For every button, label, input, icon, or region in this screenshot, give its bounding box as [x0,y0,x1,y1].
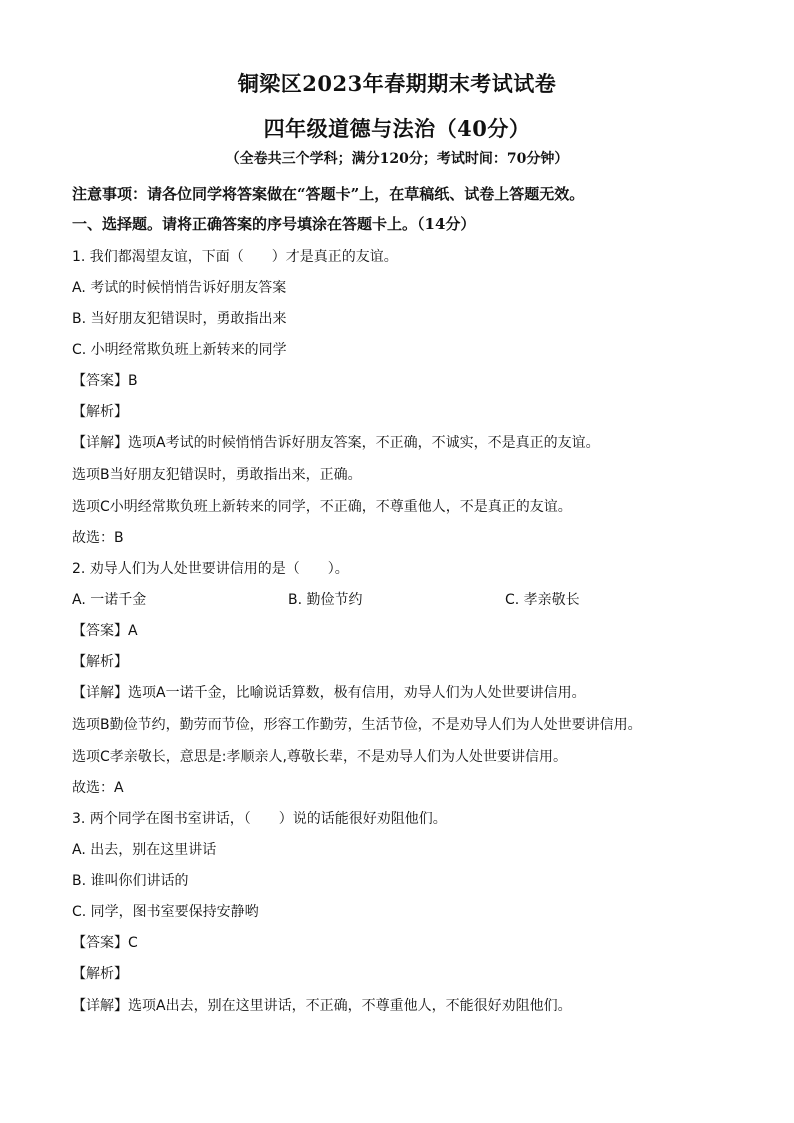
question-3-detail-a: 【详解】选项A出去，别在这里讲话，不正确，不尊重他人，不能很好劝阻他们。 [72,998,572,1014]
question-1-stem: 1. 我们都渴望友谊，下面（ ）才是真正的友谊。 [72,249,398,265]
exam-meta: （全卷共三个学科；满分120分；考试时间：70分钟） [225,151,569,167]
question-1-detail-b: 选项B当好朋友犯错误时，勇敢指出来，正确。 [72,467,362,483]
question-1-detail-a: 【详解】选项A考试的时候悄悄告诉好朋友答案，不正确，不诚实，不是真正的友谊。 [72,435,600,451]
question-2-conclusion: 故选：A [72,780,124,796]
question-1-option-c: C. 小明经常欺负班上新转来的同学 [72,342,287,358]
section-heading: 一、选择题。请将正确答案的序号填涂在答题卡上。（14分） [72,215,476,233]
question-1-conclusion: 故选：B [72,530,124,546]
question-3-analysis: 【解析】 [72,966,128,982]
question-2-detail-a: 【详解】选项A一诺千金，比喻说话算数，极有信用，劝导人们为人处世要讲信用。 [72,685,586,701]
question-1-answer: 【答案】B [72,373,138,389]
exam-subtitle: 四年级道德与法治（40分） [263,116,531,141]
question-2-analysis: 【解析】 [72,654,128,670]
question-3-stem: 3. 两个同学在图书室讲话，（ ）说的话能很好劝阻他们。 [72,811,447,827]
question-3-answer: 【答案】C [72,935,138,951]
question-1-analysis: 【解析】 [72,404,128,420]
question-3-option-a: A. 出去，别在这里讲话 [72,842,217,858]
question-2-detail-c: 选项C孝亲敬长，意思是:孝顺亲人,尊敬长辈，不是劝导人们为人处世要讲信用。 [72,749,567,765]
question-2-detail-b: 选项B勤俭节约，勤劳而节俭，形容工作勤劳，生活节俭，不是劝导人们为人处世要讲信用。 [72,717,642,733]
question-3-option-c: C. 同学，图书室要保持安静哟 [72,904,259,920]
question-3-option-b: B. 谁叫你们讲话的 [72,873,189,889]
question-1-detail-c: 选项C小明经常欺负班上新转来的同学，不正确，不尊重他人，不是真正的友谊。 [72,499,572,515]
question-2-answer: 【答案】A [72,623,138,639]
question-1-option-b: B. 当好朋友犯错误时，勇敢指出来 [72,311,287,327]
question-2-option-a: A. 一诺千金 [72,592,147,608]
question-1-option-a: A. 考试的时候悄悄告诉好朋友答案 [72,280,287,296]
exam-title: 铜梁区2023年春期期末考试试卷 [237,71,557,96]
exam-notice: 注意事项：请各位同学将答案做在“答题卡”上，在草稿纸、试卷上答题无效。 [72,185,585,203]
question-2-option-b: B. 勤俭节约 [288,592,363,608]
question-2-option-c: C. 孝亲敬长 [505,592,580,608]
question-2-stem: 2. 劝导人们为人处世要讲信用的是（ ）。 [72,561,349,577]
